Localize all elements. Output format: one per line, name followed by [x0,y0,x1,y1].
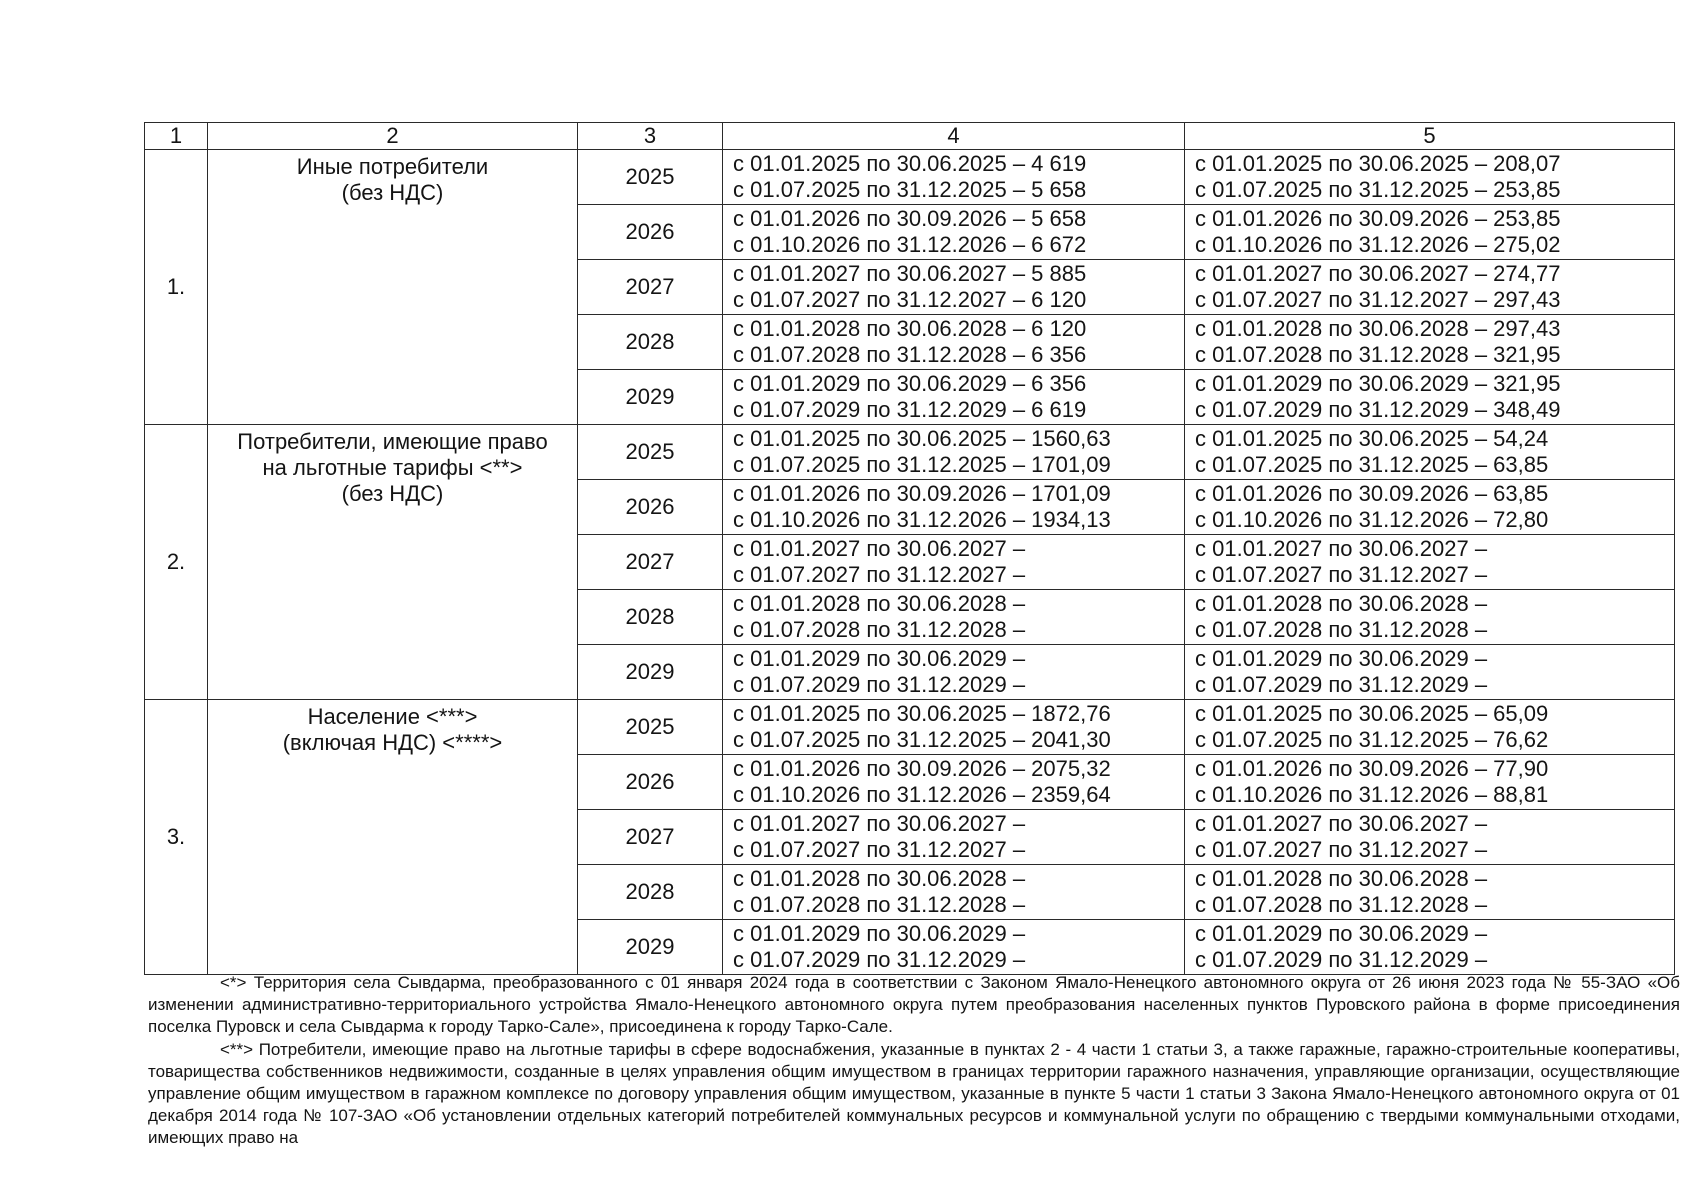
period-line: с 01.01.2028 по 30.06.2028 – 6 120 [733,316,1087,341]
tariff-cell [1185,370,1675,425]
period-line: с 01.07.2029 по 31.12.2029 – 6 619 [733,397,1087,422]
tariff-cell [1185,810,1675,865]
period-line: с 01.07.2028 по 31.12.2028 – 321,95 [1195,342,1561,367]
period-line: с 01.10.2026 по 31.12.2026 – 1934,13 [733,507,1111,532]
period-line: с 01.07.2027 по 31.12.2027 – [733,837,1026,862]
year-cell: 2025 [578,150,723,205]
tariff-table [144,122,1675,975]
period-line: с 01.01.2028 по 30.06.2028 – [733,866,1026,891]
period-line: с 01.07.2028 по 31.12.2028 – [1195,617,1488,642]
tariff-rub-cell [723,590,1185,645]
tariff-cell [1185,260,1675,315]
period-line: с 01.10.2026 по 31.12.2026 – 2359,64 [733,782,1111,807]
year-cell: 2028 [578,315,723,370]
header-col-5: 5 [1185,123,1675,150]
tariff-rub-cell [723,700,1185,755]
year-cell: 2026 [578,480,723,535]
table-row [145,425,1675,480]
period-line: с 01.07.2027 по 31.12.2027 – [733,562,1026,587]
consumer-category-line: Потребители, имеющие право [237,429,548,454]
tariff-cell [1185,150,1675,205]
year-cell: 2028 [578,590,723,645]
tariff-cell [1185,700,1675,755]
period-line: с 01.07.2025 по 31.12.2025 – 63,85 [1195,452,1549,477]
period-line: с 01.01.2025 по 30.06.2025 – 208,07 [1195,151,1561,176]
period-line: с 01.01.2025 по 30.06.2025 – 65,09 [1195,701,1549,726]
year-cell: 2026 [578,755,723,810]
period-line: с 01.01.2027 по 30.06.2027 – [733,536,1026,561]
period-line: с 01.10.2026 по 31.12.2026 – 6 672 [733,232,1087,257]
period-line: с 01.01.2026 по 30.09.2026 – 63,85 [1195,481,1549,506]
period-line: с 01.01.2026 по 30.09.2026 – 77,90 [1195,756,1549,781]
period-line: с 01.01.2029 по 30.06.2029 – [1195,921,1488,946]
period-line: с 01.01.2026 по 30.09.2026 – 5 658 [733,206,1087,231]
consumer-category-line: Иные потребители [296,154,489,179]
header-col-2: 2 [208,123,578,150]
period-line: с 01.01.2026 по 30.09.2026 – 2075,32 [733,756,1111,781]
consumer-category-line: Население <***> [307,704,478,729]
consumer-category-line: на льготные тарифы <**> [262,455,523,480]
group-number: 1. [145,150,208,425]
consumer-category [208,150,578,425]
period-line: с 01.07.2029 по 31.12.2029 – [1195,947,1488,972]
period-line: с 01.07.2025 по 31.12.2025 – 5 658 [733,177,1087,202]
tariff-cell [1185,865,1675,920]
period-line: с 01.07.2027 по 31.12.2027 – 297,43 [1195,287,1561,312]
tariff-rub-cell [723,645,1185,700]
period-line: с 01.07.2027 по 31.12.2027 – 6 120 [733,287,1087,312]
period-line: с 01.01.2025 по 30.06.2025 – 1560,63 [733,426,1111,451]
year-cell: 2029 [578,370,723,425]
tariff-rub-cell [723,920,1185,975]
period-line: с 01.01.2025 по 30.06.2025 – 54,24 [1195,426,1549,451]
footnote-2: <**> Потребители, имеющие право на льготные тарифы в сфере водоснабжения, указанные в пунктах 2 - 4 части 1 статьи 3, а также гаражные, гаражно-строительные кооперативы, товарищества собственников недвижимости, созданные в целях управления общим имуществом в границах территории гаражного назначения, управляющие организации, осуществляющие управление общим имуществом в гаражном комплексе по договору управления общим имуществом, указанные в пункте 5 части 1 статьи 3 Закона Ямало-Ненецкого автономного округа от 01 декабря 2014 года № 107-ЗАО «Об установлении отдельных категорий потребителей коммунальных ресурсов и коммунальной услуги по обращению с твердыми коммунальными отходами, имеющих право на [148,1040,1680,1147]
period-line: с 01.01.2029 по 30.06.2029 – 321,95 [1195,371,1561,396]
period-line: с 01.01.2027 по 30.06.2027 – 5 885 [733,261,1087,286]
year-cell: 2027 [578,810,723,865]
period-line: с 01.01.2029 по 30.06.2029 – [733,646,1026,671]
table-header-row [145,123,1675,150]
group-number: 3. [145,700,208,975]
period-line: с 01.01.2027 по 30.06.2027 – 274,77 [1195,261,1561,286]
period-line: с 01.01.2028 по 30.06.2028 – [1195,591,1488,616]
period-line: с 01.07.2029 по 31.12.2029 – [733,947,1026,972]
period-line: с 01.07.2029 по 31.12.2029 – [733,672,1026,697]
footnotes [148,972,1680,1149]
year-cell: 2027 [578,535,723,590]
consumer-category-line: (включая НДС) <****> [282,730,503,755]
period-line: с 01.07.2029 по 31.12.2029 – 348,49 [1195,397,1561,422]
year-cell: 2025 [578,700,723,755]
period-line: с 01.07.2027 по 31.12.2027 – [1195,837,1488,862]
tariff-rub-cell [723,535,1185,590]
header-col-1: 1 [145,123,208,150]
period-line: с 01.07.2028 по 31.12.2028 – [733,617,1026,642]
tariff-rub-cell [723,480,1185,535]
period-line: с 01.07.2027 по 31.12.2027 – [1195,562,1488,587]
tariff-rub-cell [723,260,1185,315]
period-line: с 01.07.2028 по 31.12.2028 – 6 356 [733,342,1087,367]
period-line: с 01.01.2027 по 30.06.2027 – [733,811,1026,836]
tariff-rub-cell [723,370,1185,425]
period-line: с 01.01.2027 по 30.06.2027 – [1195,811,1488,836]
tariff-cell [1185,480,1675,535]
header-col-3: 3 [578,123,723,150]
year-cell: 2029 [578,645,723,700]
period-line: с 01.07.2028 по 31.12.2028 – [733,892,1026,917]
header-col-4: 4 [723,123,1185,150]
period-line: с 01.01.2028 по 30.06.2028 – [733,591,1026,616]
period-line: с 01.10.2026 по 31.12.2026 – 72,80 [1195,507,1549,532]
period-line: с 01.01.2028 по 30.06.2028 – 297,43 [1195,316,1561,341]
period-line: с 01.01.2028 по 30.06.2028 – [1195,866,1488,891]
period-line: с 01.01.2029 по 30.06.2029 – 6 356 [733,371,1087,396]
period-line: с 01.01.2027 по 30.06.2027 – [1195,536,1488,561]
period-line: с 01.07.2028 по 31.12.2028 – [1195,892,1488,917]
tariff-rub-cell [723,150,1185,205]
period-line: с 01.07.2025 по 31.12.2025 – 2041,30 [733,727,1111,752]
tariff-rub-cell [723,810,1185,865]
tariff-rub-cell [723,205,1185,260]
consumer-category [208,700,578,975]
tariff-cell [1185,755,1675,810]
tariff-rub-cell [723,425,1185,480]
period-line: с 01.07.2029 по 31.12.2029 – [1195,672,1488,697]
tariff-rub-cell [723,315,1185,370]
year-cell: 2026 [578,205,723,260]
period-line: с 01.01.2025 по 30.06.2025 – 1872,76 [733,701,1111,726]
period-line: с 01.07.2025 по 31.12.2025 – 76,62 [1195,727,1549,752]
consumer-category [208,425,578,700]
footnote-1: <*> Территория села Сывдарма, преобразованного с 01 января 2024 года в соответствии с Законом Ямало-Ненецкого автономного округа от 26 июня 2023 года № 55-ЗАО «Об изменении административно-территориального устройства Ямало-Ненецкого автономного округа путем преобразования населенных пунктов Пуровского района в форме присоединения поселка Пуровск и села Сывдарма к городу Тарко-Сале», присоединена к городу Тарко-Сале. [148,973,1680,1036]
period-line: с 01.07.2025 по 31.12.2025 – 1701,09 [733,452,1111,477]
period-line: с 01.10.2026 по 31.12.2026 – 275,02 [1195,232,1561,257]
group-number: 2. [145,425,208,700]
period-line: с 01.01.2026 по 30.09.2026 – 253,85 [1195,206,1561,231]
table-body [145,150,1675,975]
year-cell: 2028 [578,865,723,920]
tariff-cell [1185,645,1675,700]
tariff-rub-cell [723,865,1185,920]
period-line: с 01.10.2026 по 31.12.2026 – 88,81 [1195,782,1549,807]
tariff-rub-cell [723,755,1185,810]
period-line: с 01.01.2029 по 30.06.2029 – [1195,646,1488,671]
tariff-cell [1185,535,1675,590]
consumer-category-line: (без НДС) [341,481,444,506]
period-line: с 01.01.2026 по 30.09.2026 – 1701,09 [733,481,1111,506]
tariff-cell [1185,315,1675,370]
table-row [145,700,1675,755]
tariff-cell [1185,425,1675,480]
tariff-cell [1185,590,1675,645]
tariff-cell [1185,205,1675,260]
period-line: с 01.01.2025 по 30.06.2025 – 4 619 [733,151,1087,176]
year-cell: 2025 [578,425,723,480]
table-row [145,150,1675,205]
consumer-category-line: (без НДС) [341,180,444,205]
period-line: с 01.01.2029 по 30.06.2029 – [733,921,1026,946]
year-cell: 2027 [578,260,723,315]
year-cell: 2029 [578,920,723,975]
tariff-cell [1185,920,1675,975]
period-line: с 01.07.2025 по 31.12.2025 – 253,85 [1195,177,1561,202]
